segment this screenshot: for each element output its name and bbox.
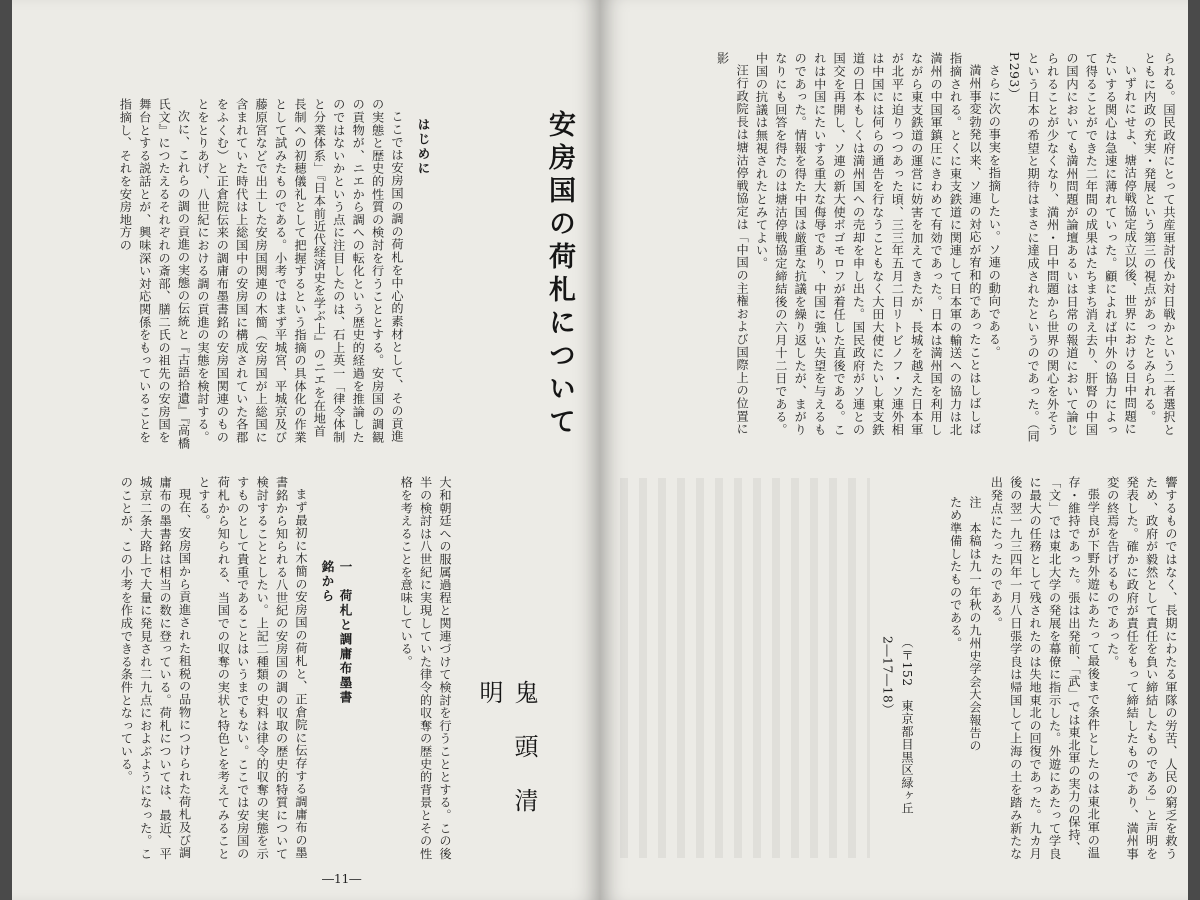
intro-text — [120, 98, 406, 450]
author-name: 鬼頭清明 — [475, 680, 538, 842]
intro-heading: はじめに — [416, 118, 431, 176]
intro-paragraph-2: 次に、これらの調の貢進の実態の伝統と『古語拾遺』『高橋氏文』につたえるそれぞれの斎部、膳二氏の祖先の安房国を舞台とする説話とが、興味深い対応関係をもっていることを指摘し、それを安房地方の — [118, 98, 191, 450]
right-address — [880, 636, 916, 866]
section-text — [106, 476, 310, 862]
bleed-through-text — [620, 478, 870, 858]
right-upper-text — [618, 52, 1178, 444]
right-page — [600, 0, 1188, 900]
right-paragraph-1: られる。国民政府にとって共産軍討伐か対日戦かという二者選択とともに内政の充実・発展という第三の視点があったとみられる。 — [1142, 52, 1176, 436]
right-lower-text — [989, 476, 1180, 872]
section-paragraph-1: まず最初に木簡の安房国の荷札と、正倉院に伝存する調庸布の墨書銘から知られる八世紀の安房国の調の収取の歴史的特質について検討することとしたい。上記二種類の史料は律令的収奪の実態を示すものとして貴重であることはいうまでもない。ここでは安房国の荷札から知られる、当国での収奪の実状と特色とを考えてみることとする。 — [196, 476, 308, 860]
lower-intro-text — [374, 476, 454, 862]
right-paragraph-4: 満州事変勃発以来、ソ連の対応が宥和的であったことはしばしば指摘される。とくに東支鉄道に関連して日本軍の輸送への協力は北満州の中国軍鎮圧にきわめて有効であった。日本は満州国を利用しながら東支鉄道の運営に妨害を加えてきたが、長城を越えた日本軍が北平に迫りつつあった頃、三三年五月二日リトビノフ・ソ連外相は中国には何らの通告を行なうこともなく大田大使にたいし東支鉄道の日本もしくは満州国への売却を申し出た。国民政府がソ連との国交を再開し、ソ連の新大使ボゴモロフが着任した直後である。これは中国にたいする重大な侮辱であり、中国に強い失望を与えるものであった。情報を得た中国は厳重な抗議を繰り返したが、まがりなりにも回答を得たのは塘沽停戦協定締結後の六月十二日である。中国の抗議は無視されたとみてよい。 — [754, 52, 982, 436]
right-note — [924, 496, 984, 756]
note-text: 注 本稿は九一年秋の九州史学会大会報告のため準備したものである。 — [948, 496, 982, 752]
lower-paragraph-1: 大和朝廷への服属過程と関連づけて検討を行うこととする。この後半の検討は八世紀に実現していた律令的収奪の歴史的背景とその性格を考えることを意味している。 — [399, 476, 452, 860]
right-lower-paragraph-2: 張学良が下野外遊にあたって最後まで条件としたのは東北軍の温存・維持であった。張は出発前、「武」では東北軍の実力の保持、「文」では東北大学の発展を幕僚に指示した。外遊にあたって学良に最大の任務として残されたのは失地東北の回復であった。九カ月後の翌一九三四年一月八日張学良は帰国して上海の土を踏み新たな出発点にたったのである。 — [989, 476, 1101, 860]
page-number: ―11― — [322, 872, 362, 886]
right-paragraph-2: いずれにせよ、塘沽停戦協定成立以後、世界における日中問題にたいする関心は急速に薄れていった。顧によれば中外の協力によって得ることができた二年間の成果はたちまち消え去り、肝腎の中国の国内においても満州問題が論壇あるいは日常の報道において論じられることが少なくなり、満州・日中問題から世界の関心を外そうという日本の希望と期待はまさに達成されたというのであった。（同 P.293） — [1006, 52, 1138, 443]
right-paragraph-5: 汪行政院長は塘沽停戦協定は「中国の主権および国際上の位置に影 — [715, 52, 750, 436]
left-page — [12, 0, 600, 900]
right-lower-paragraph-1: 響するものではなく、長期にわたる軍隊の労苦、人民の窮乏を救うため、政府が毅然として責任を負い締結したものである」と声明を発表した。確かに政府が責任をもって締結したものであり、満州事変の終焉を告げるものであった。 — [1105, 476, 1178, 860]
address-text: （〒152 東京都目黒区緑ヶ丘2―17―18） — [880, 636, 914, 815]
right-paragraph-3: さらに次の事実を指摘したい。ソ連の動向である。 — [987, 64, 1002, 359]
article-title: 安房国の荷札について — [544, 110, 575, 440]
intro-paragraph-1: ここでは安房国の調の荷札を中心的素材として、その貢進の実態と歴史的性質の検討を行うこととする。安房国の調観の貢物が、ニエから調への転化という歴史的経過を推論したのではないかという点に注目したのは、石上英一「律令体制と分業体系」『日本前近代経済史を学ぶ上』のニエを在地首長制への初穂儀礼として把握するという指摘の具体化の作業として試みたものである。小考ではまず平城宮、平城京及び藤原宮などで出土した安房国関連の木簡（安房国が上総国に含まれていた時代は上総国中の安房国に構成されていた各郡をふくむ）と正倉院伝来の調庸布墨書銘の安房国関連のものとをとりあげ、八世紀における調の貢進の実態を検討する。 — [195, 98, 404, 444]
section-paragraph-2: 現在、安房国から貢進された租税の品物につけられた荷札及び調庸布の墨書銘は相当の数に登っている。荷札については、最近、平城京二条大路上で大量に発見され二九点におよぶようになった。このことが、この小考を作成できる条件となっている。 — [119, 476, 192, 860]
section-heading: 一 荷札と調庸布墨書銘から — [320, 560, 353, 705]
